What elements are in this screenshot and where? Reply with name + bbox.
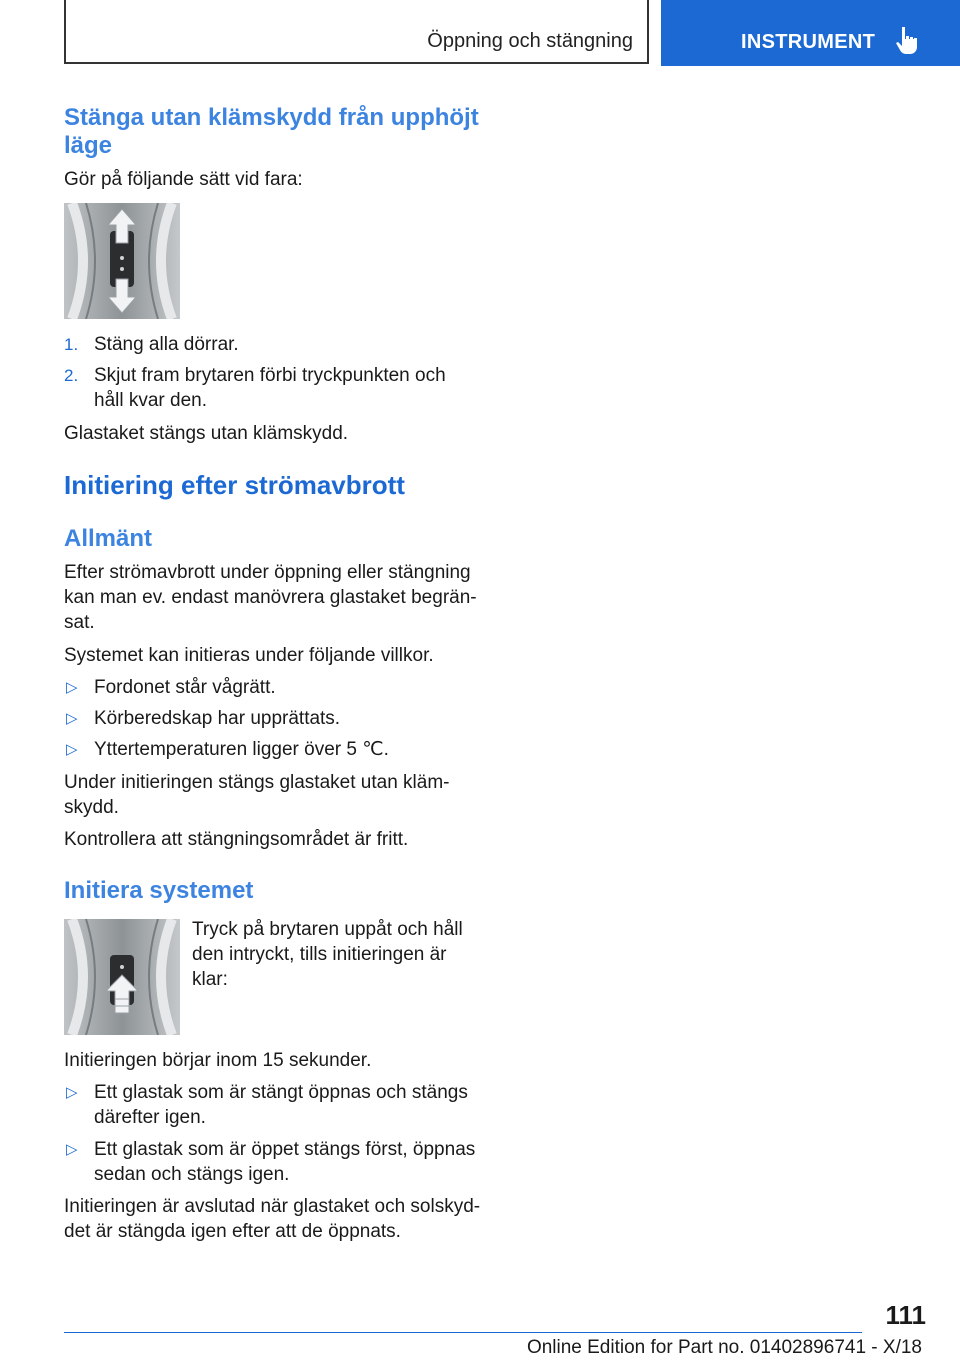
triangle-bullet-icon: ▷ xyxy=(66,741,78,758)
triangle-bullet-icon: ▷ xyxy=(66,1084,78,1101)
section2-title: Initiering efter strömavbrott xyxy=(64,470,405,500)
list-item xyxy=(64,706,484,731)
list-item xyxy=(64,332,484,357)
text-line: klar: xyxy=(192,969,228,990)
section1-intro: Gör på följande sätt vid fara: xyxy=(64,169,303,190)
triangle-bullet-icon: ▷ xyxy=(66,1141,78,1158)
conditions-intro: Systemet kan initieras under följande villkor. xyxy=(64,645,434,666)
footer-edition: Online Edition for Part no. 01402896741 - X/18 xyxy=(526,1337,922,1358)
subsection-general-title: Allmänt xyxy=(64,525,153,552)
header-section-box xyxy=(64,0,649,64)
bullet-text: Fordonet står vågrätt. xyxy=(94,677,276,698)
footer-divider xyxy=(64,1332,862,1333)
bullet-text-cont: sedan och stängs igen. xyxy=(94,1164,290,1185)
text-line: kan man ev. endast manövrera glastaket begrän- xyxy=(64,587,477,608)
step-text: Skjut fram brytaren förbi tryckpunkten och xyxy=(94,365,446,386)
text-line: skydd. xyxy=(64,797,119,818)
subsection-initialize-title: Initiera systemet xyxy=(64,877,254,904)
text-line: den intryckt, tills initieringen är xyxy=(192,944,447,965)
step-text-cont: håll kvar den. xyxy=(94,390,208,411)
bullet-text: Ett glastak som är öppet stängs först, öppnas xyxy=(94,1139,476,1160)
list-item xyxy=(64,1080,484,1130)
list-item xyxy=(64,675,484,700)
list-item xyxy=(64,737,484,762)
initialization-note xyxy=(64,770,484,820)
header-tab-label: INSTRUMENT xyxy=(741,31,876,53)
bullet-text-cont: därefter igen. xyxy=(94,1107,206,1128)
header-tab-instrument[interactable] xyxy=(661,0,960,66)
section1-title-line2: läge xyxy=(64,132,113,159)
page-number: 111 xyxy=(885,1300,926,1330)
step-text: Stäng alla dörrar. xyxy=(94,334,239,355)
initialization-start-note: Initieringen börjar inom 15 sekunder. xyxy=(64,1050,372,1071)
initialize-instruction xyxy=(192,917,482,992)
switch-press-image xyxy=(64,919,180,1035)
step-number: 1. xyxy=(64,335,79,354)
list-item xyxy=(64,1137,484,1187)
triangle-bullet-icon: ▷ xyxy=(66,710,78,727)
switch-slide-image xyxy=(64,203,180,319)
conditions-list xyxy=(64,675,484,762)
bullet-text: Yttertemperaturen ligger över 5 ℃. xyxy=(94,739,389,760)
text-line: det är stängda igen efter att de öppnats. xyxy=(64,1221,401,1242)
text-line: Under initieringen stängs glastaket utan kläm- xyxy=(64,772,450,793)
pointing-hand-icon xyxy=(893,25,921,55)
header-section-title: Öppning och stängning xyxy=(427,30,633,52)
bullet-text: Körberedskap har upprättats. xyxy=(94,708,341,729)
list-item xyxy=(64,363,484,413)
text-line: Tryck på brytaren uppåt och håll xyxy=(192,919,463,940)
section1-steps xyxy=(64,332,484,413)
bullet-text: Ett glastak som är stängt öppnas och stängs xyxy=(94,1082,468,1103)
text-line: Initieringen är avslutad när glastaket och solskyd- xyxy=(64,1196,481,1217)
step-number: 2. xyxy=(64,366,79,385)
text-line: sat. xyxy=(64,612,95,633)
section1-title-line1: Stänga utan klämskydd från upphöjt xyxy=(64,104,479,131)
general-paragraph xyxy=(64,560,484,635)
section1-result: Glastaket stängs utan klämskydd. xyxy=(64,423,349,444)
text-line: Efter strömavbrott under öppning eller stängning xyxy=(64,562,471,583)
check-area-note: Kontrollera att stängningsområdet är fritt. xyxy=(64,829,409,850)
triangle-bullet-icon: ▷ xyxy=(66,679,78,696)
initialization-list xyxy=(64,1080,484,1187)
initialization-complete-note xyxy=(64,1194,484,1244)
